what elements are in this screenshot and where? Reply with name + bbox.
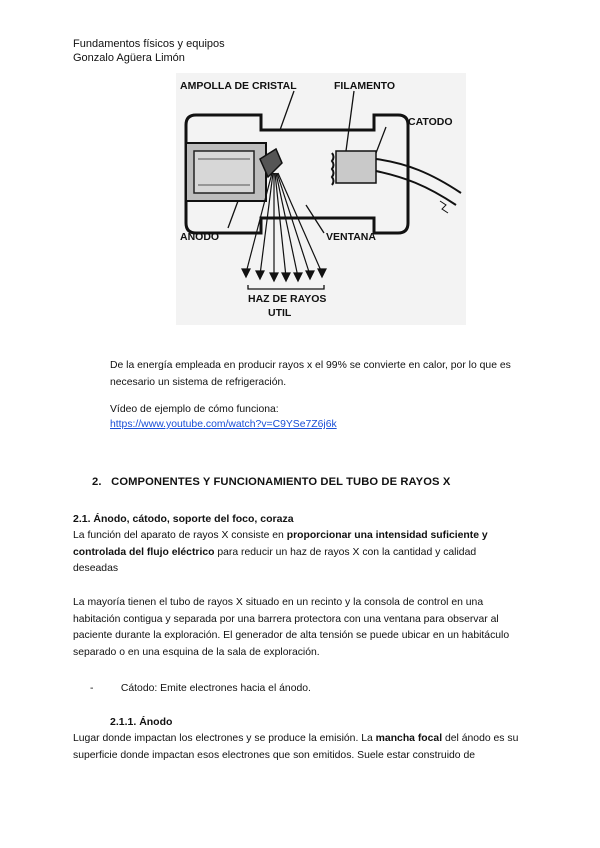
label-catodo: CATODO bbox=[408, 116, 453, 128]
bullet-dash: - bbox=[90, 683, 94, 694]
section-2-number: 2. bbox=[92, 476, 102, 488]
section-2-heading bbox=[92, 476, 450, 488]
room-paragraph: La mayoría tienen el tubo de rayos X situado en un recinto y la consola de control en una habitación contigua y separada por una barrera protectora con una ventana para observar al paciente durante la exploración. El generador de alta tensión se puede ubicar en un habitáculo separado o en una esquina de la sala de exploración. bbox=[73, 597, 510, 658]
subsection-2-1-1-title: 2.1.1. Ánodo bbox=[110, 716, 173, 728]
anode-text-c: del ánodo es su superficie donde impactan esos electrones que son emitidos. Suele estar construido de bbox=[73, 733, 519, 761]
function-paragraph bbox=[73, 528, 523, 578]
label-haz-line1: HAZ DE RAYOS bbox=[248, 293, 327, 305]
xray-tube-diagram bbox=[176, 73, 466, 325]
function-text-a: La función del aparato de rayos X consiste en bbox=[73, 530, 287, 541]
section-2-title: COMPONENTES Y FUNCIONAMIENTO DEL TUBO DE RAYOS X bbox=[111, 476, 451, 488]
list-item-catodo bbox=[90, 683, 311, 694]
anode-paragraph bbox=[73, 731, 523, 764]
energy-paragraph: De la energía empleada en producir rayos x el 99% se convierte en calor, por lo que es necesario un sistema de refrigeración. bbox=[110, 360, 511, 388]
video-link[interactable]: https://www.youtube.com/watch?v=C9YSe7Z6j6k bbox=[110, 419, 337, 430]
header-course: Fundamentos físicos y equipos bbox=[73, 38, 225, 50]
video-label: Vídeo de ejemplo de cómo funciona: bbox=[110, 404, 279, 415]
label-filamento: FILAMENTO bbox=[334, 80, 396, 92]
label-haz-line2: UTIL bbox=[268, 307, 292, 319]
header-author: Gonzalo Agüera Limón bbox=[73, 52, 185, 64]
subsection-2-1-title: 2.1. Ánodo, cátodo, soporte del foco, coraza bbox=[73, 513, 294, 525]
label-ampolla: AMPOLLA DE CRISTAL bbox=[180, 80, 297, 92]
bullet-text: Cátodo: Emite electrones hacia el ánodo. bbox=[120, 683, 311, 694]
anode-text-a: Lugar donde impactan los electrones y se produce la emisión. La bbox=[73, 733, 376, 744]
function-text-bold: proporcionar una intensidad suficiente y controlada del flujo eléctrico bbox=[73, 530, 488, 558]
anode-text-bold: mancha focal bbox=[375, 733, 443, 744]
label-anodo: ANODO bbox=[180, 231, 220, 243]
label-ventana: VENTANA bbox=[326, 231, 376, 243]
function-text-c: para reducir un haz de rayos X con la cantidad y calidad deseadas bbox=[73, 546, 477, 574]
